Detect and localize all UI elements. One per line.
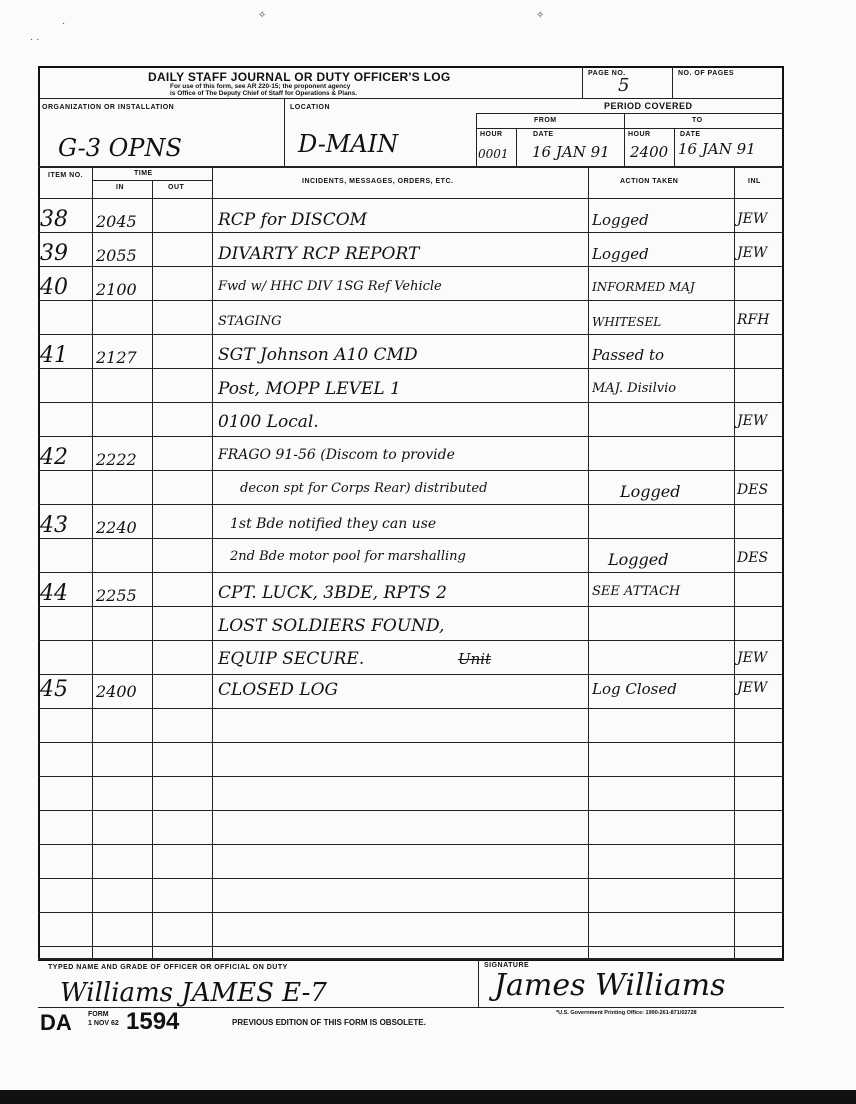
incident-line: decon spt for Corps Rear) distributed [240,481,488,496]
item-no: 40 [40,275,68,300]
action-label: ACTION TAKEN [620,178,679,185]
action-taken: Logged [592,245,649,263]
time-label: TIME [134,170,153,177]
initials: JEW [737,211,768,227]
row-rule [38,504,784,505]
incident-line: Post, MOPP LEVEL 1 [218,379,401,399]
from-date-value: 16 JAN 91 [532,143,610,161]
divider [38,98,784,99]
incident-line: SGT Johnson A10 CMD [218,345,418,365]
organization-label: ORGANIZATION OR INSTALLATION [42,104,175,111]
divider [38,958,784,960]
incident-line: CPT. LUCK, 3BDE, RPTS 2 [218,583,447,603]
initials: JEW [737,413,768,429]
action-taken: Logged [592,211,649,229]
form-title: DAILY STAFF JOURNAL OR DUTY OFFICER'S LOG [148,70,451,84]
obsolete-notice: PREVIOUS EDITION OF THIS FORM IS OBSOLETE. [232,1018,426,1027]
row-rule [38,878,784,879]
incidents-label: INCIDENTS, MESSAGES, ORDERS, ETC. [302,178,454,185]
divider [476,113,477,166]
incident-line: DIVARTY RCP REPORT [218,244,420,264]
typed-name-label: TYPED NAME AND GRADE OF OFFICER OR OFFICIAL ON DUTY [48,964,288,971]
row-rule [38,266,784,267]
divider [478,958,479,1008]
initials: DES [737,550,769,566]
incident-line: RCP for DISCOM [218,210,368,230]
divider [38,198,784,199]
initials: DES [737,482,769,498]
time-in: 2127 [96,348,137,367]
item-no: 39 [40,241,68,266]
form-number: 1594 [126,1008,180,1035]
incident-line: FRAGO 91-56 (Discom to provide [218,447,455,463]
divider [476,128,784,129]
incident-line: 2nd Bde motor pool for marshalling [230,549,466,564]
time-in: 2100 [96,280,137,299]
incident-line: 0100 Local. [218,412,319,432]
from-hour-label: HOUR [480,131,503,138]
time-in: 2222 [96,450,137,469]
incident-line: Fwd w/ HHC DIV 1SG Ref Vehicle [218,279,442,294]
stray-mark: ✧ [536,10,545,21]
form-subtitle-line2: is Office of The Deputy Chief of Staff for Operations & Plans. [170,90,358,97]
divider [516,128,517,166]
item-no-label: ITEM NO. [48,172,84,179]
initials: RFH [737,312,770,328]
scan-edge [0,1090,856,1104]
incident-line: CLOSED LOG [218,680,339,700]
incident-line: STAGING [218,314,282,329]
signature-label: SIGNATURE [484,962,530,969]
row-rule [38,300,784,301]
row-rule [38,708,784,709]
initials: JEW [737,650,768,666]
stray-mark: · [62,18,66,29]
row-rule [38,640,784,641]
from-hour-value: 0001 [478,147,509,161]
divider [476,113,784,114]
row-rule [38,368,784,369]
divider [38,166,784,168]
item-no: 38 [40,207,68,232]
to-date-label: DATE [680,131,701,138]
item-no: 44 [40,581,68,606]
divider [212,166,213,961]
da-label: DA [40,1010,72,1035]
divider [92,166,93,961]
time-in-label: IN [116,184,124,191]
page-no-label: PAGE NO. [588,70,626,77]
form-date: 1 NOV 62 [88,1020,119,1027]
row-rule [38,538,784,539]
row-rule [38,334,784,335]
form-subtitle-line1: For use of this form, see AR 220-15; the proponent agency [170,83,351,90]
to-hour-value: 2400 [630,143,669,161]
inl-label: INL [748,178,761,185]
item-no: 43 [40,513,68,538]
item-no: 42 [40,445,68,470]
row-rule [38,776,784,777]
action-taken: INFORMED MAJ [592,280,695,294]
action-taken: Logged [608,550,669,569]
location-label: LOCATION [290,104,331,111]
divider [624,113,625,166]
typed-name-value: Williams JAMES E-7 [60,978,327,1008]
stray-mark: · · [30,34,40,45]
divider [674,128,675,166]
row-rule [38,436,784,437]
initials: JEW [737,245,768,261]
row-rule [38,946,784,947]
to-label: TO [692,117,703,124]
action-taken: MAJ. Disilvio [592,381,677,396]
period-covered-label: PERIOD COVERED [604,101,693,111]
row-rule [38,742,784,743]
organization-value: G-3 OPNS [58,134,182,162]
no-of-pages-label: NO. OF PAGES [678,70,735,77]
time-in: 2055 [96,246,137,265]
row-rule [38,606,784,607]
page-no-value: 5 [618,75,630,96]
time-in: 2400 [96,682,137,701]
from-label: FROM [534,117,557,124]
action-taken: Log Closed [592,680,677,698]
action-taken: Passed to [592,346,665,364]
stray-mark: ✧ [258,10,267,21]
item-no: 45 [40,677,68,702]
row-rule [38,232,784,233]
to-hour-label: HOUR [628,131,651,138]
action-taken: WHITESEL [592,315,662,329]
incident-line: LOST SOLDIERS FOUND, [218,616,445,636]
printing-office: *U.S. Government Printing Office: 1990-261-871/02728 [556,1010,697,1016]
signature-value: James Williams [494,968,726,1003]
row-rule [38,810,784,811]
action-taken: Logged [620,482,681,501]
row-rule [38,844,784,845]
form-label: FORM [88,1011,109,1018]
incident-line: 1st Bde notified they can use [230,516,437,532]
row-rule [38,912,784,913]
initials: JEW [737,680,768,696]
form-frame [38,66,784,961]
time-in: 2045 [96,212,137,231]
location-value: D-MAIN [298,130,399,158]
struck-word: Unit [458,650,492,668]
item-no: 41 [40,343,68,368]
to-date-value: 16 JAN 91 [678,140,756,158]
divider [582,66,583,98]
time-in: 2255 [96,586,137,605]
action-taken: SEE ATTACH [592,584,681,599]
row-rule [38,674,784,675]
divider [284,98,285,166]
time-in: 2240 [96,518,137,537]
incident-line: EQUIP SECURE. [218,649,365,669]
row-rule [38,402,784,403]
row-rule [38,470,784,471]
time-out-label: OUT [168,184,185,191]
from-date-label: DATE [533,131,554,138]
row-rule [38,572,784,573]
divider [672,66,673,98]
